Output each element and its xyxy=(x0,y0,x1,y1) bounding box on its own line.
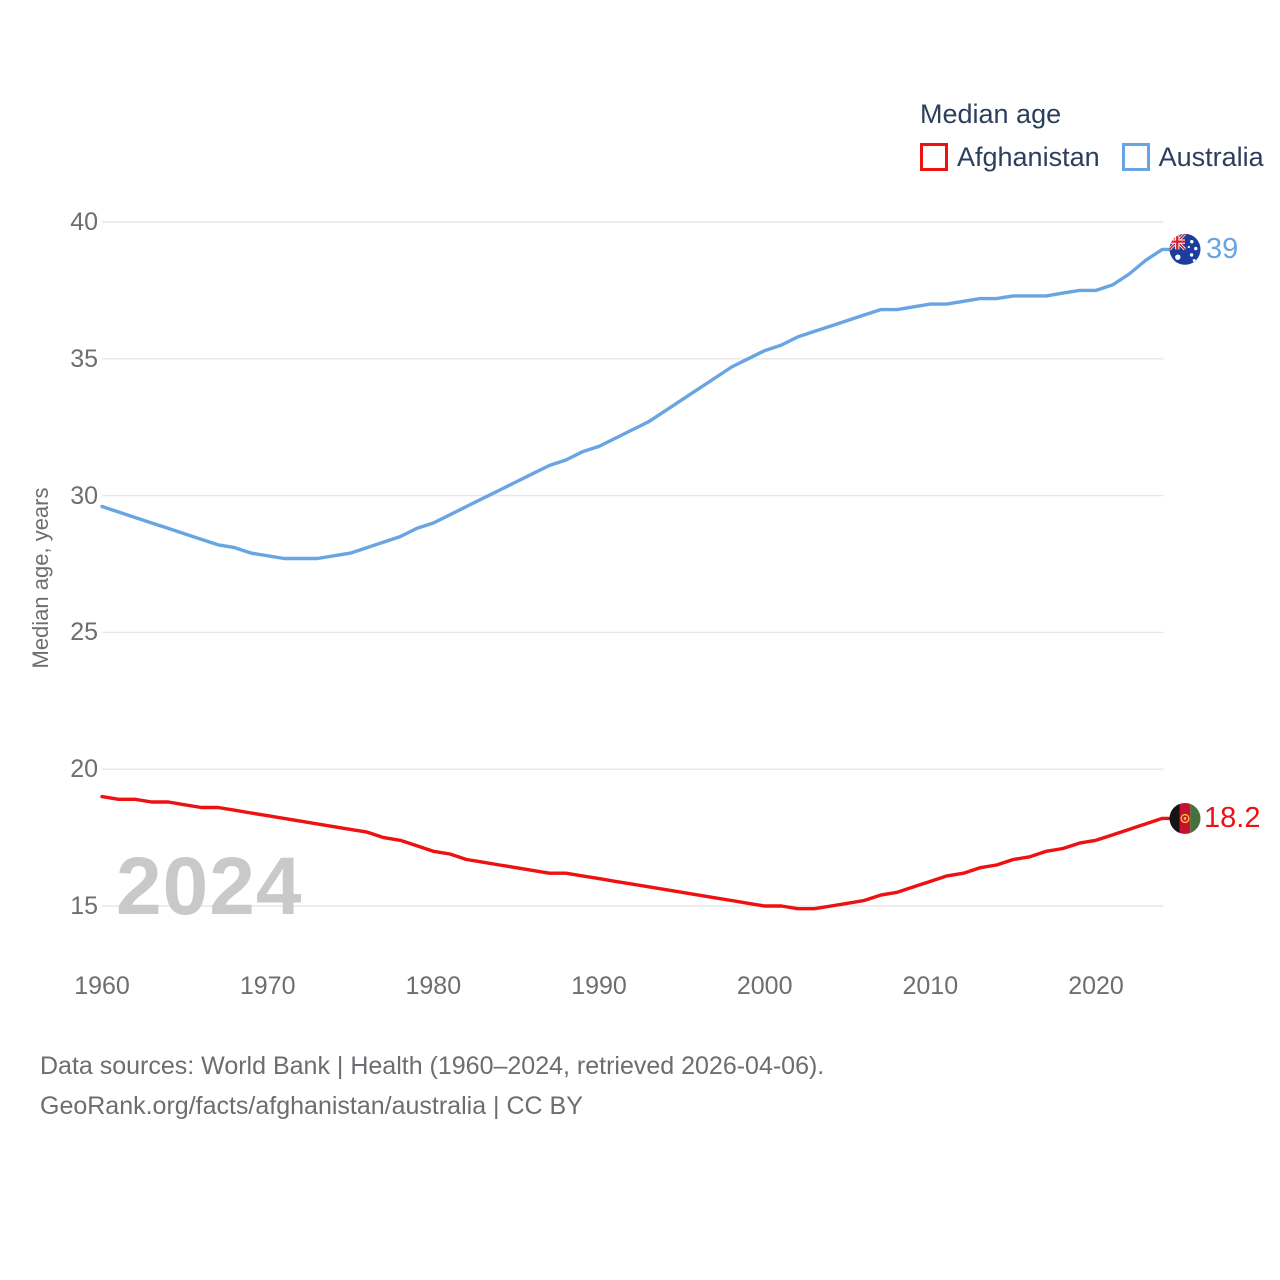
footer-attribution: GeoRank.org/facts/afghanistan/australia | CC BY xyxy=(40,1092,583,1120)
series-line-afghanistan[interactable] xyxy=(102,797,1171,909)
series-layer xyxy=(102,249,1171,908)
y-tick-35: 35 xyxy=(70,344,98,373)
x-tick-1960: 1960 xyxy=(74,972,130,1000)
end-value-afghanistan: 18.2 xyxy=(1204,802,1261,835)
x-tick-1980: 1980 xyxy=(405,972,462,1000)
legend-label-afghanistan: Afghanistan xyxy=(957,141,1100,172)
x-tick-2000: 2000 xyxy=(736,972,793,1000)
y-tick-30: 30 xyxy=(70,481,98,510)
y-axis-title: Median age, years xyxy=(28,487,53,669)
y-tick-15: 15 xyxy=(70,892,98,920)
footer-data-sources: Data sources: World Bank | Health (1960–2024, retrieved 2026-04-06). xyxy=(40,1052,825,1080)
year-watermark: 2024 xyxy=(116,841,303,932)
x-tick-1990: 1990 xyxy=(571,972,627,1000)
y-tick-25: 25 xyxy=(70,618,98,647)
footer xyxy=(40,1046,824,1126)
x-tick-1970: 1970 xyxy=(239,972,296,1000)
y-tick-20: 20 xyxy=(70,755,98,784)
gridlines xyxy=(102,222,1163,906)
afghanistan-flag-icon[interactable] xyxy=(1170,803,1201,834)
y-tick-40: 40 xyxy=(70,208,98,236)
legend-label-australia: Australia xyxy=(1158,141,1264,172)
series-line-australia[interactable] xyxy=(102,249,1171,558)
x-tick-2010: 2010 xyxy=(902,972,959,1000)
legend-title: Median age xyxy=(920,99,1062,129)
australia-flag-icon[interactable] xyxy=(1170,234,1201,265)
end-value-australia: 39 xyxy=(1206,233,1239,266)
x-tick-2020: 2020 xyxy=(1068,972,1124,1000)
